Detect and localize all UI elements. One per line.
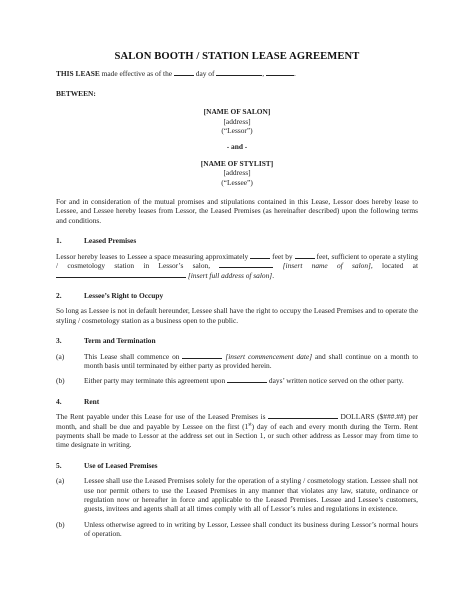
section-2-heading [56,291,418,300]
section-5-item-b [56,520,418,539]
section-5-number: 5. [56,460,62,470]
item-label: (b) [56,376,65,386]
between-label: BETWEEN: [56,88,96,98]
salon-name-hint: [insert name of salon] [282,261,371,271]
section-5-title: Use of Leased Premises [84,460,158,470]
section-4-text: The Rent payable under this Lease for use of the Leased Premises is [56,412,268,422]
intro-lead: THIS LEASE [56,69,100,79]
item-label: (a) [56,351,65,361]
section-4-heading [56,397,418,406]
section-3a-text: and shall continue on a month to month basis until terminated by either party as provided herein. [84,351,418,370]
item-label: (b) [56,519,65,529]
section-3-number: 3. [56,336,62,346]
effective-year-blank [266,69,296,79]
section-3a-text: This Lease shall commence on [84,351,183,361]
section-1-text: , located at [370,261,419,271]
section-2-number: 2. [56,290,62,300]
effective-month-blank [216,69,262,76]
section-1-text: . [272,270,275,280]
lessor-block [56,107,418,135]
section-3b-text: days’ written notice served on the other party. [267,376,404,386]
item-text: Lessee shall use the Leased Premises solely for the operation of a styling / cosmetology station. Lessee shall not use nor permit others to use the Leased Premises in any manner that violates any law, statute, ordinance or regulation now or hereafter in force and applicable to the Leased Premises. Lessee and Lessee’s customers, guests, invitees and agents shall at all times comply with all of Lessor’s rules and regulations in existence. [84,476,418,514]
recital-paragraph: For and in consideration of the mutual promises and stipulations contained in this Lease, Lessor does hereby lease to Lessee, and Lessee hereby leases from Lessor, the Leased Premises (as hereinafter described) upon the following terms and conditions. [56,197,418,225]
item-text: Unless otherwise agreed to in writing by Lessor, Lessee shall conduct its business during Lessor’s normal hours of operation. [84,519,418,539]
section-1-text: feet, sufficient to operate a styling / cosmetology station in Lessor’s salon, [56,251,418,271]
section-1-heading [56,236,418,245]
section-5-item-a [56,476,418,514]
item-label: (a) [56,476,65,486]
section-2-title: Lessee’s Right to Occupy [84,290,164,300]
section-3-item-a [56,352,418,371]
section-2-body: So long as Lessee is not in default hereunder, Lessee shall have the right to occupy the Leased Premises and to operate the styling / cosmetology station as a business open to the public. [56,306,418,325]
effective-day-blank [174,69,194,76]
lessee-role: (“Lessee”) [221,177,253,187]
salon-address-blank [56,271,186,278]
intro-paragraph [56,69,418,78]
section-3-item-b [56,376,418,385]
commencement-date-hint: [insert commencement date] [225,351,313,361]
salon-name-blank [219,261,273,268]
section-4-title: Rent [84,396,100,406]
intro-text-b: day of [193,69,217,79]
section-1-number: 1. [56,236,62,246]
lessor-name: [NAME OF SALON] [203,107,271,117]
and-separator: - and - [226,142,248,152]
section-3b-text: Either party may terminate this agreement upon [84,376,228,386]
intro-text-d: . [293,69,296,79]
space-length-blank [295,252,315,259]
section-4-number: 4. [56,396,62,406]
lessee-address: [address] [223,168,251,178]
salon-address-hint: [insert full address of salon] [187,270,273,280]
section-4-text: DOLLARS ($###.##) per month, and shall be due and payable by Lessee on the first (1 [56,412,418,431]
section-5-heading [56,461,418,470]
section-4-text: ) day of each and every month during the Term. Rent payments shall be made to Lessor at the address set out in Section 1, or such other address as Lessor may from time to time designate in writing. [56,421,418,450]
lessee-block [56,159,418,187]
section-1-text: Lessor hereby leases to Lessee a space measuring approximately [56,251,251,261]
intro-text-a: made effective as of the [99,69,174,79]
lessor-role: (“Lessor”) [221,126,253,136]
ordinal-superscript: st [248,422,252,428]
space-width-blank [250,252,270,259]
section-1-title: Leased Premises [84,236,137,246]
rent-amount-blank [268,412,338,419]
notice-days-blank [227,376,267,383]
item-text [84,352,418,371]
document-title: SALON BOOTH / STATION LEASE AGREEMENT [114,51,360,62]
section-4-body [56,412,418,450]
lessee-name: [NAME OF STYLIST] [200,158,274,168]
lessor-address: [address] [223,116,251,126]
section-1-text: feet by [270,251,295,261]
section-1-body [56,252,418,280]
section-3-heading [56,336,418,345]
item-text [84,376,418,385]
intro-text-c: , [262,69,266,79]
commencement-date-blank [182,352,222,359]
section-1-text [273,261,282,270]
section-3-title: Term and Termination [84,336,156,346]
